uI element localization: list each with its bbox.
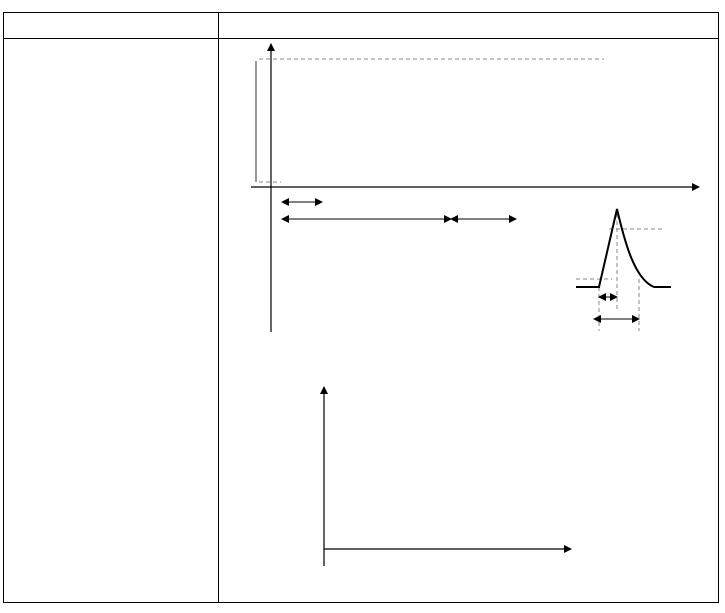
powernet-header xyxy=(4,13,219,39)
single-pulse-detail xyxy=(576,209,671,331)
frequency-sweep-chart xyxy=(219,39,571,566)
watermark xyxy=(699,585,707,605)
pulse-spec-table xyxy=(3,12,719,603)
pulse-train-diagram xyxy=(251,44,699,332)
diagram-area xyxy=(219,39,719,602)
diagram-cell xyxy=(219,39,719,603)
detail-pulse-waveform xyxy=(576,209,671,287)
diagram-svg xyxy=(219,39,719,602)
pulse-spec-table-container xyxy=(3,12,718,602)
parameter-list xyxy=(4,39,218,47)
parameter-cell xyxy=(4,39,219,603)
pulse-header xyxy=(219,13,719,39)
